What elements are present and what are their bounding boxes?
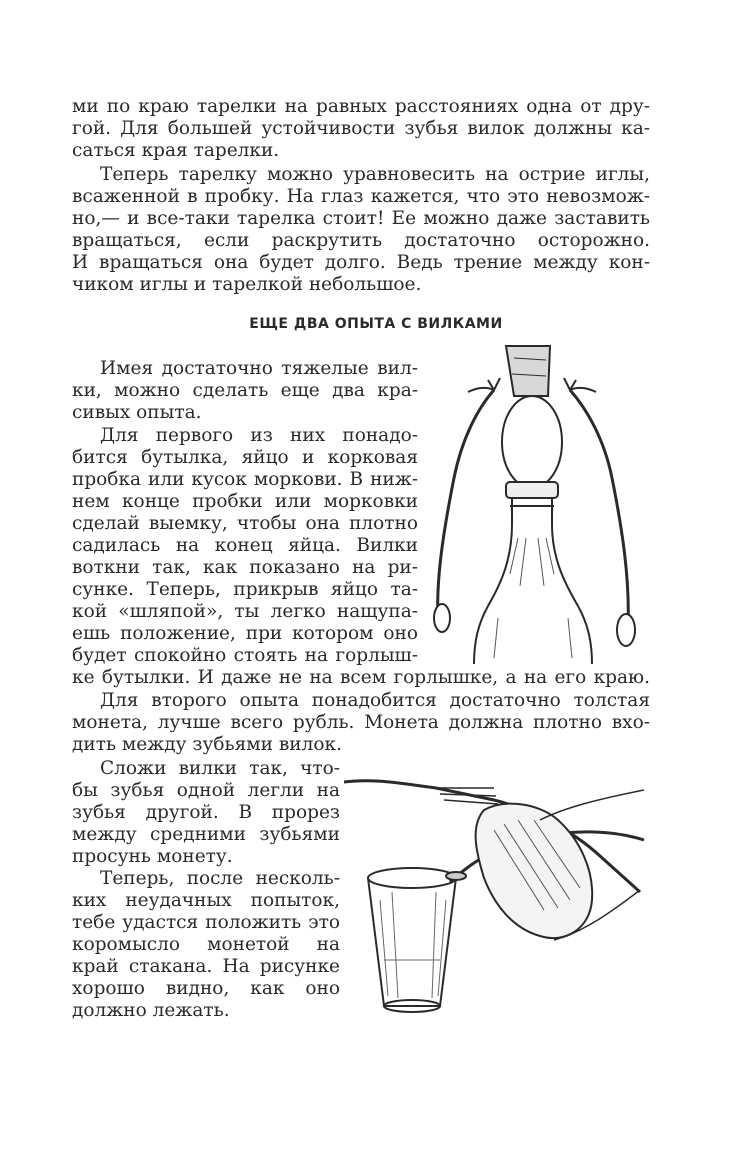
text-line: ки, можно сделать еще два кра- bbox=[72, 380, 418, 401]
text-line: бы зубья одной легли на bbox=[72, 780, 340, 801]
text-line: ких неудачных попыток, bbox=[72, 890, 340, 911]
text-line: зубья другой. В прорез bbox=[72, 802, 340, 823]
text-line: сунке. Теперь, прикрыв яйцо та- bbox=[72, 579, 418, 600]
cork bbox=[506, 346, 550, 396]
glass-forks-coin-illustration bbox=[344, 760, 650, 1016]
text-line: ке бутылки. И даже не на всем горлышке, а на его краю. bbox=[72, 667, 650, 688]
text-line: должно лежать. bbox=[72, 1000, 230, 1021]
text-line: просунь монету. bbox=[72, 846, 233, 867]
text-line: бится бутылка, яйцо и корковая bbox=[72, 447, 418, 468]
text-line: саться края тарелки. bbox=[72, 140, 280, 161]
text-line: всаженной в пробку. На глаз кажется, что это невозмож- bbox=[72, 186, 650, 207]
text-line: монета, лучше всего рубль. Монета должна плотно вхо- bbox=[72, 712, 650, 733]
text-line: но,— и все-таки тарелка стоит! Ее можно даже заставить bbox=[72, 208, 650, 229]
left-fork bbox=[438, 390, 494, 618]
text-line: между средними зубьями bbox=[72, 824, 340, 845]
text-line: сделай выемку, чтобы она плотно bbox=[72, 513, 418, 534]
text-line: Сложи вилки так, что- bbox=[100, 758, 340, 779]
egg bbox=[502, 396, 562, 488]
bottle-egg-forks-illustration bbox=[428, 338, 650, 664]
text-line: кой «шляпой», ты легко нащупа- bbox=[72, 601, 418, 622]
text-line: чиком иглы и тарелкой небольшое. bbox=[72, 274, 422, 295]
text-line: коромысло монетой на bbox=[72, 934, 340, 955]
text-line: вращаться, если раскрутить достаточно осторожно. bbox=[72, 230, 650, 251]
text-line: гой. Для большей устойчивости зубья вилок должны ка- bbox=[72, 118, 650, 139]
text-line: край стакана. На рисунке bbox=[72, 956, 340, 977]
right-fork bbox=[570, 390, 628, 628]
text-line: пробка или кусок моркови. В ниж- bbox=[72, 469, 418, 490]
text-line: садилась на конец яйца. Вилки bbox=[72, 535, 418, 556]
text-line: ми по краю тарелки на равных расстояниях одна от дру- bbox=[72, 96, 650, 117]
glass-drawing bbox=[368, 868, 456, 1012]
text-line: хорошо видно, как оно bbox=[72, 978, 340, 999]
text-line: воткни так, как показано на ри- bbox=[72, 557, 418, 578]
text-line: И вращаться она будет долго. Ведь трение между кон- bbox=[72, 252, 650, 273]
text-line: Для первого из них понадо- bbox=[100, 425, 418, 446]
bottle bbox=[474, 488, 512, 664]
text-line: Теперь, после несколь- bbox=[100, 868, 340, 889]
section-heading: ЕЩЕ ДВА ОПЫТА С ВИЛКАМИ bbox=[249, 316, 503, 332]
text-line: нем конце пробки или морковки bbox=[72, 491, 418, 512]
text-line: ешь положение, при котором оно bbox=[72, 623, 418, 644]
text-line: сивых опыта. bbox=[72, 402, 202, 423]
text-line: Теперь тарелку можно уравновесить на острие иглы, bbox=[100, 164, 650, 185]
text-line: Для второго опыта понадобится достаточно толстая bbox=[100, 690, 650, 711]
text-line: тебе удастся положить это bbox=[72, 912, 340, 933]
coin bbox=[446, 872, 466, 880]
text-line: дить между зубьями вилок. bbox=[72, 734, 342, 755]
text-line: Имея достаточно тяжелые вил- bbox=[100, 358, 418, 379]
text-line: будет спокойно стоять на горлыш- bbox=[72, 645, 418, 666]
